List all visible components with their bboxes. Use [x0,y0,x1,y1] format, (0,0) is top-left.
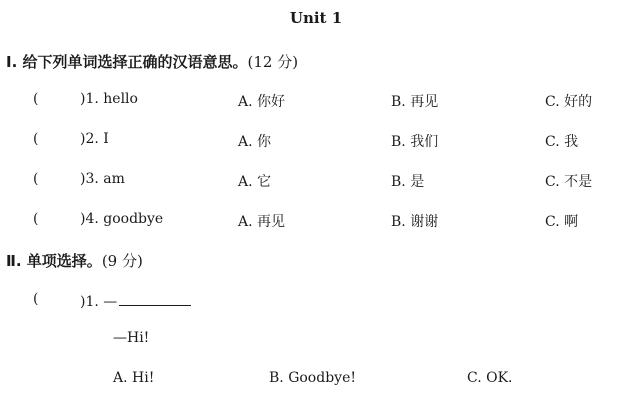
section-1-heading-text: Ⅰ. 给下列单词选择正确的汉语意思。 [6,53,248,71]
question-label: )3. am [80,171,125,187]
question-row-4 [0,211,632,233]
option-c: C. OK. [467,370,513,386]
option-a: A. 你 [238,134,272,150]
option-b: B. Goodbye! [269,370,356,386]
answer-paren: ( [33,91,39,107]
question-row-2 [0,131,632,153]
answer-paren: ( [33,211,39,227]
question-label [80,291,191,310]
option-b: B. 再见 [391,94,439,110]
options-row-s2-1 [0,370,632,392]
option-b: B. 是 [391,174,425,190]
option-b: B. 谢谢 [391,214,439,230]
option-b: B. 我们 [391,134,439,150]
option-c: C. 我 [545,134,579,150]
option-a: A. 它 [238,174,272,190]
answer-paren: ( [33,171,39,187]
option-c: C. 好的 [545,94,593,110]
section-2-points: (9 分) [101,252,143,270]
page-title: Unit 1 [289,9,343,27]
option-a: A. 你好 [238,94,286,110]
section-1-points: (12 分) [247,53,299,71]
section-1-heading [6,51,298,72]
question-row-1 [0,91,632,113]
option-c: C. 不是 [545,174,593,190]
question-label: )1. hello [80,91,138,107]
question-label: )2. I [80,131,109,147]
answer-blank [119,291,191,306]
option-c: C. 啊 [545,214,579,230]
question-label: )4. goodbye [80,211,164,227]
question-row-s2-1 [0,291,632,313]
reply-row [0,330,632,352]
option-a: A. 再见 [238,214,286,230]
answer-paren: ( [33,291,39,307]
question-row-3 [0,171,632,193]
section-2-heading [6,250,143,271]
question-label-text: )1. — [80,294,118,310]
section-2-heading-text: Ⅱ. 单项选择。 [6,252,102,270]
option-a: A. Hi! [113,370,155,386]
reply-text: —Hi! [113,330,150,346]
answer-paren: ( [33,131,39,147]
